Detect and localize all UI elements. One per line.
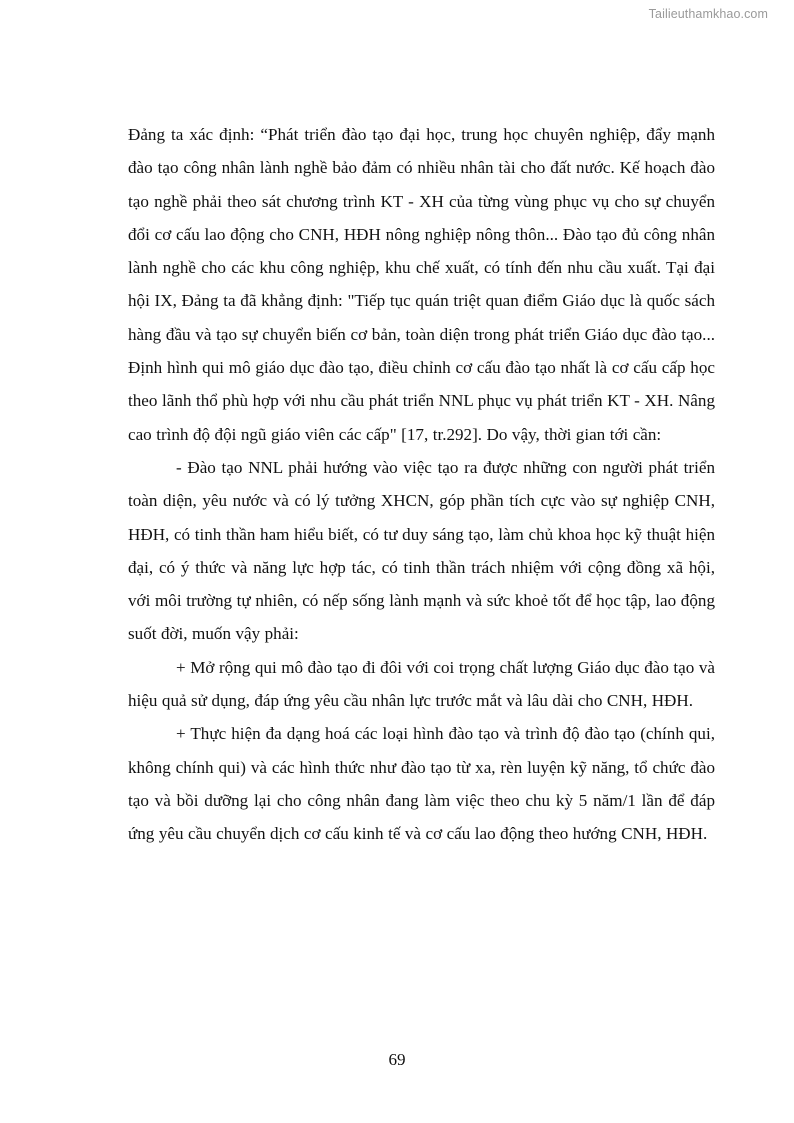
site-watermark: Tailieuthamkhao.com	[648, 7, 768, 21]
page-body-text	[128, 118, 715, 851]
body-paragraph: + Mở rộng qui mô đào tạo đi đôi với coi trọng chất lượng Giáo dục đào tạo và hiệu quả sử dụng, đáp ứng yêu cầu nhân lực trước mắt và lâu dài cho CNH, HĐH.	[128, 657, 715, 711]
body-paragraph: Đảng ta xác định: “Phát triển đào tạo đại học, trung học chuyên nghiệp, đẩy mạnh đào tạo công nhân lành nghề bảo đảm có nhiều nhân tài cho đất nước. Kế hoạch đào tạo nghề phải theo sát chương trình KT - XH của từng vùng phục vụ cho sự chuyển đổi cơ cấu lao động cho CNH, HĐH nông nghiệp nông thôn... Đào tạo đủ công nhân lành nghề cho các khu công nghiệp, khu chế xuất, có tính đến nhu cầu xuất. Tại đại hội IX, Đảng ta đã khẳng định: "Tiếp tục quán triệt quan điểm Giáo dục là quốc sách hàng đầu và tạo sự chuyển biến cơ bản, toàn diện trong phát triển Giáo dục đào tạo... Định hình qui mô giáo dục đào tạo, điều chỉnh cơ cấu đào tạo nhất là cơ cấu cấp học theo lãnh thổ phù hợp với nhu cầu phát triển NNL phục vụ phát triển KT - XH. Nâng cao trình độ đội ngũ giáo viên các cấp" [17, tr.292]. Do vậy, thời gian tới cần:	[128, 125, 715, 444]
body-paragraph: + Thực hiện đa dạng hoá các loại hình đào tạo và trình độ đào tạo (chính qui, không chính qui) và các hình thức như đào tạo từ xa, rèn luyện kỹ năng, tổ chức đào tạo và bồi dưỡng lại cho công nhân đang làm việc theo chu kỳ 5 năm/1 lần để đáp ứng yêu cầu chuyển dịch cơ cấu kinh tế và cơ cấu lao động theo hướng CNH, HĐH.	[128, 724, 715, 844]
page-number: 69	[388, 1050, 406, 1069]
body-paragraph: - Đào tạo NNL phải hướng vào việc tạo ra được những con người phát triển toàn diện, yêu nước và có lý tưởng XHCN, góp phần tích cực vào sự nghiệp CNH, HĐH, có tinh thần ham hiểu biết, có tư duy sáng tạo, làm chủ khoa học kỹ thuật hiện đại, có ý thức và năng lực hợp tác, có tinh thần trách nhiệm với cộng đồng xã hội, với môi trường tự nhiên, có nếp sống lành mạnh và sức khoẻ tốt để học tập, lao động suốt đời, muốn vậy phải:	[128, 457, 715, 644]
